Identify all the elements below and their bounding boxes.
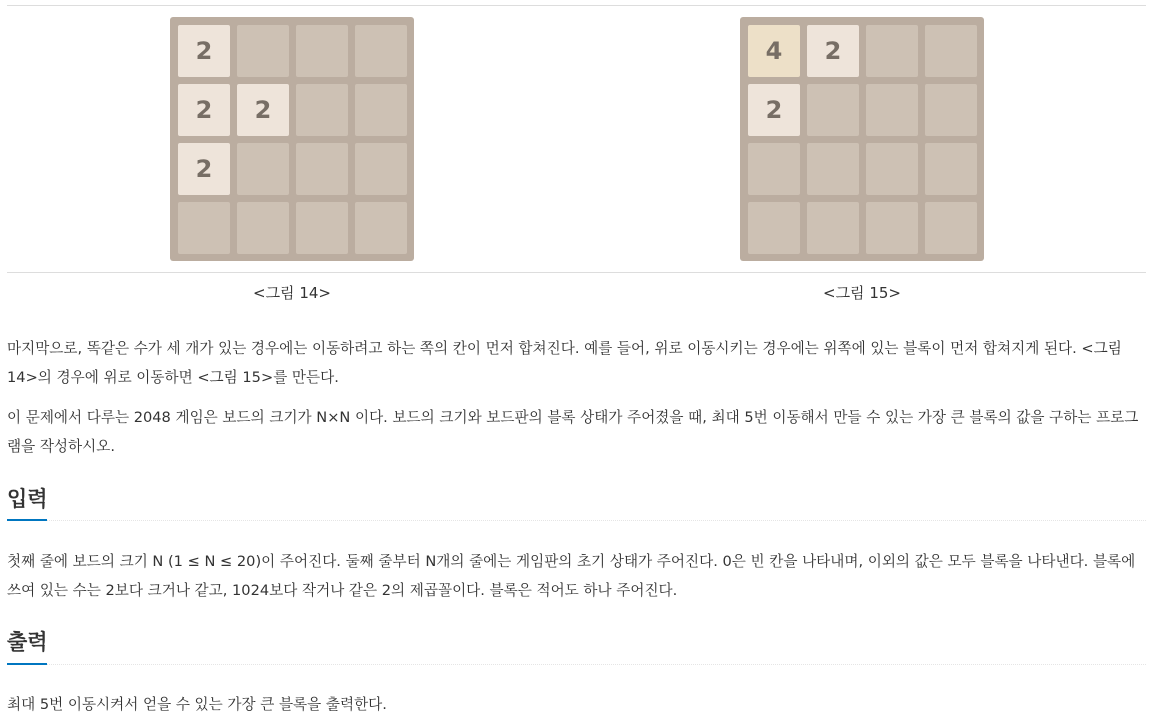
- input-description: 첫째 줄에 보드의 크기 N (1 ≤ N ≤ 20)이 주어진다. 둘째 줄부터 N개의 줄에는 게임판의 초기 상태가 주어진다. 0은 빈 칸을 나타내며, 이외의 값은 모두 블록을 나타낸다. 블록에 쓰여 있는 수는 2보다 크거나 같고, 1024보다 작거나 같은 2의 제곱꼴이다. 블록은 적어도 하나 주어진다.: [7, 553, 1136, 599]
- input-heading-rule: [7, 520, 1146, 521]
- top-divider: [7, 5, 1146, 6]
- tile: 2: [178, 25, 230, 77]
- empty-cell: [355, 25, 407, 77]
- figure-divider: [7, 272, 1146, 273]
- empty-cell: [807, 84, 859, 136]
- description-paragraph-1: 마지막으로, 똑같은 수가 세 개가 있는 경우에는 이동하려고 하는 쪽의 칸이 먼저 합쳐진다. 예를 들어, 위로 이동시키는 경우에는 위쪽에 있는 블록이 먼저 합쳐지게 된다. <그림 14>의 경우에 위로 이동하면 <그림 15>를 만든다.: [7, 340, 1122, 386]
- empty-cell: [866, 143, 918, 195]
- tile: 2: [178, 143, 230, 195]
- figure-15-caption: <그림 15>: [823, 284, 901, 302]
- empty-cell: [925, 143, 977, 195]
- empty-cell: [748, 202, 800, 254]
- empty-cell: [296, 84, 348, 136]
- tile: 2: [237, 84, 289, 136]
- input-heading: 입력: [7, 487, 48, 511]
- tile: 2: [178, 84, 230, 136]
- empty-cell: [237, 202, 289, 254]
- input-heading-underline: [7, 519, 47, 521]
- empty-cell: [925, 84, 977, 136]
- empty-cell: [925, 202, 977, 254]
- tile: 2: [748, 84, 800, 136]
- figure-14-caption: <그림 14>: [253, 284, 331, 302]
- empty-cell: [866, 25, 918, 77]
- empty-cell: [866, 202, 918, 254]
- empty-cell: [355, 143, 407, 195]
- empty-cell: [355, 84, 407, 136]
- empty-cell: [178, 202, 230, 254]
- empty-cell: [355, 202, 407, 254]
- empty-cell: [807, 143, 859, 195]
- empty-cell: [237, 25, 289, 77]
- figure-15-board: [740, 17, 984, 261]
- tile: 4: [748, 25, 800, 77]
- empty-cell: [866, 84, 918, 136]
- empty-cell: [296, 202, 348, 254]
- empty-cell: [296, 25, 348, 77]
- output-description: 최대 5번 이동시켜서 얻을 수 있는 가장 큰 블록을 출력한다.: [7, 696, 387, 713]
- output-heading-underline: [7, 663, 47, 665]
- empty-cell: [925, 25, 977, 77]
- empty-cell: [748, 143, 800, 195]
- tile: 2: [807, 25, 859, 77]
- output-heading: 출력: [7, 630, 48, 654]
- empty-cell: [807, 202, 859, 254]
- empty-cell: [237, 143, 289, 195]
- figure-14-board: [170, 17, 414, 261]
- description-paragraph-2: 이 문제에서 다루는 2048 게임은 보드의 크기가 N×N 이다. 보드의 크기와 보드판의 블록 상태가 주어졌을 때, 최대 5번 이동해서 만들 수 있는 가장 큰 블록의 값을 구하는 프로그램을 작성하시오.: [7, 409, 1139, 455]
- output-heading-rule: [7, 664, 1146, 665]
- empty-cell: [296, 143, 348, 195]
